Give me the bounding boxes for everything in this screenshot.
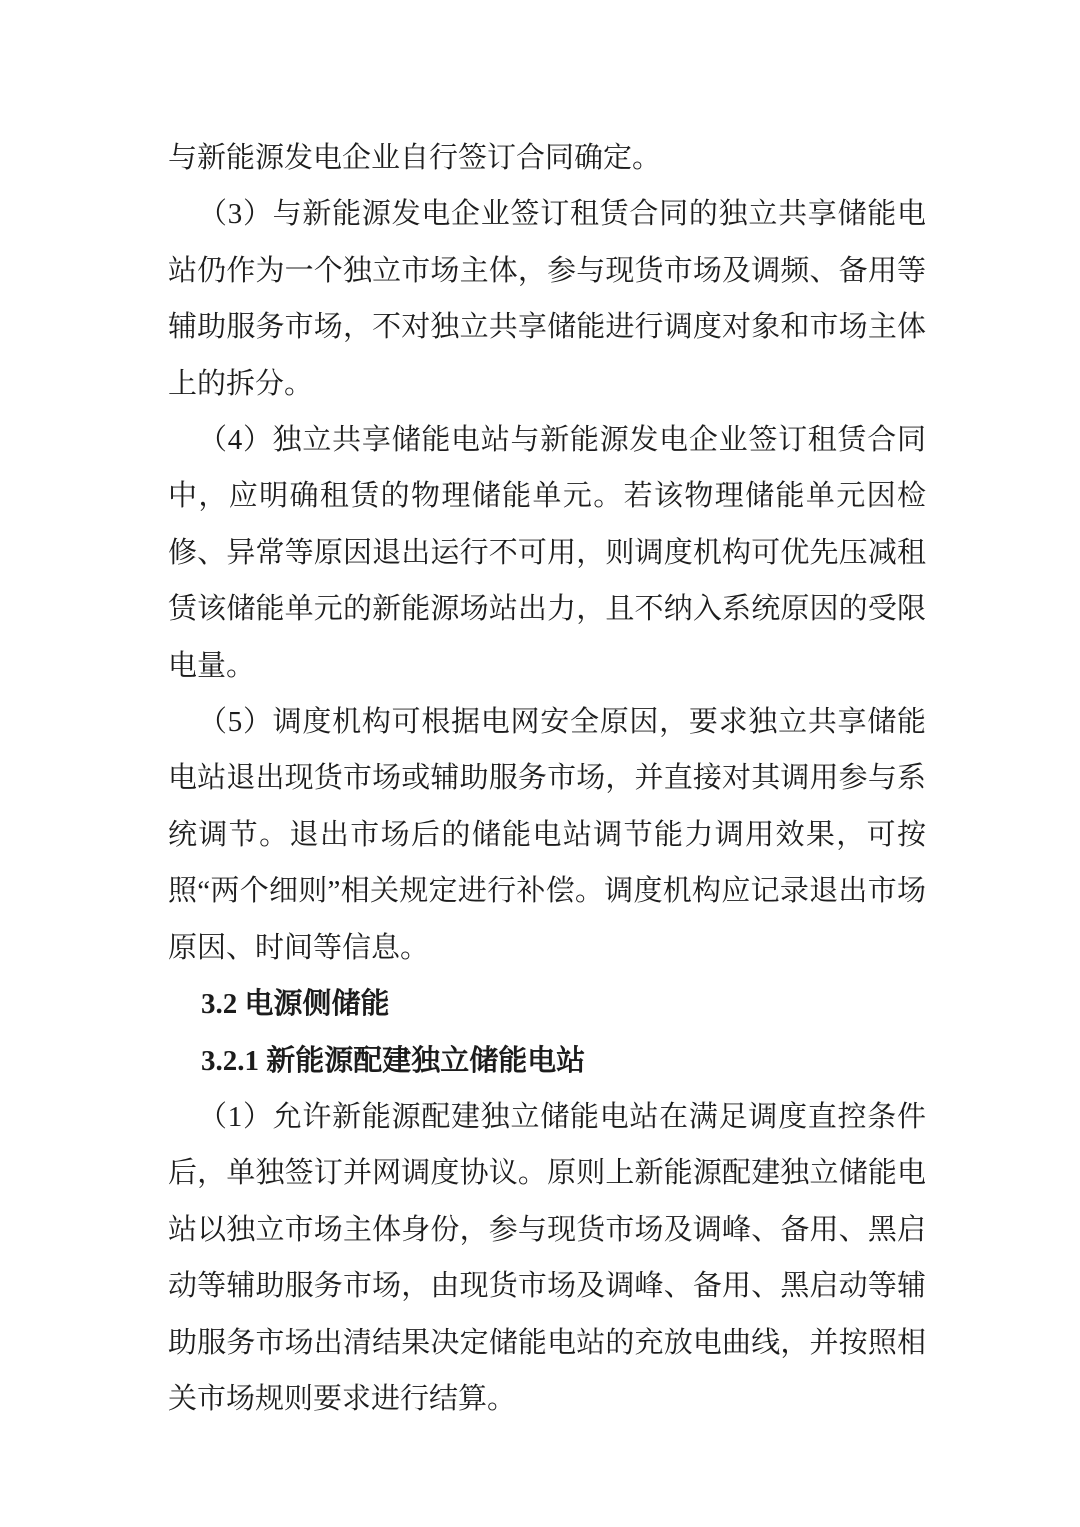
- document-text-block: [168, 130, 926, 1427]
- paragraph-item-3: （3）与新能源发电企业签订租赁合同的独立共享储能电站仍作为一个独立市场主体，参与现货市场及调频、备用等辅助服务市场，不对独立共享储能进行调度对象和市场主体上的拆分。: [168, 198, 926, 400]
- section-heading-3-2: 3.2 电源侧储能: [201, 988, 390, 1021]
- paragraph-item-1: （1）允许新能源配建独立储能电站在满足调度直控条件后，单独签订并网调度协议。原则上新能源配建独立储能电站以独立市场主体身份，参与现货市场及调峰、备用、黑启动等辅助服务市场，由现货市场及调峰、备用、黑启动等辅助服务市场出清结果决定储能电站的充放电曲线，并按照相关市场规则要求进行结算。: [168, 1100, 926, 1415]
- paragraph-continuation: 与新能源发电企业自行签订合同确定。: [168, 142, 662, 174]
- paragraph-item-4: （4）独立共享储能电站与新能源发电企业签订租赁合同中，应明确租赁的物理储能单元。若该物理储能单元因检修、异常等原因退出运行不可用，则调度机构可优先压减租赁该储能单元的新能源场站出力，且不纳入系统原因的受限电量。: [168, 424, 926, 682]
- section-heading-3-2-1: 3.2.1 新能源配建独立储能电站: [201, 1044, 586, 1077]
- paragraph-item-5: （5）调度机构可根据电网安全原因，要求独立共享储能电站退出现货市场或辅助服务市场，并直接对其调用参与系统调节。退出市场后的储能电站调节能力调用效果，可按照“两个细则”相关规定进行补偿。调度机构应记录退出市场原因、时间等信息。: [168, 706, 926, 964]
